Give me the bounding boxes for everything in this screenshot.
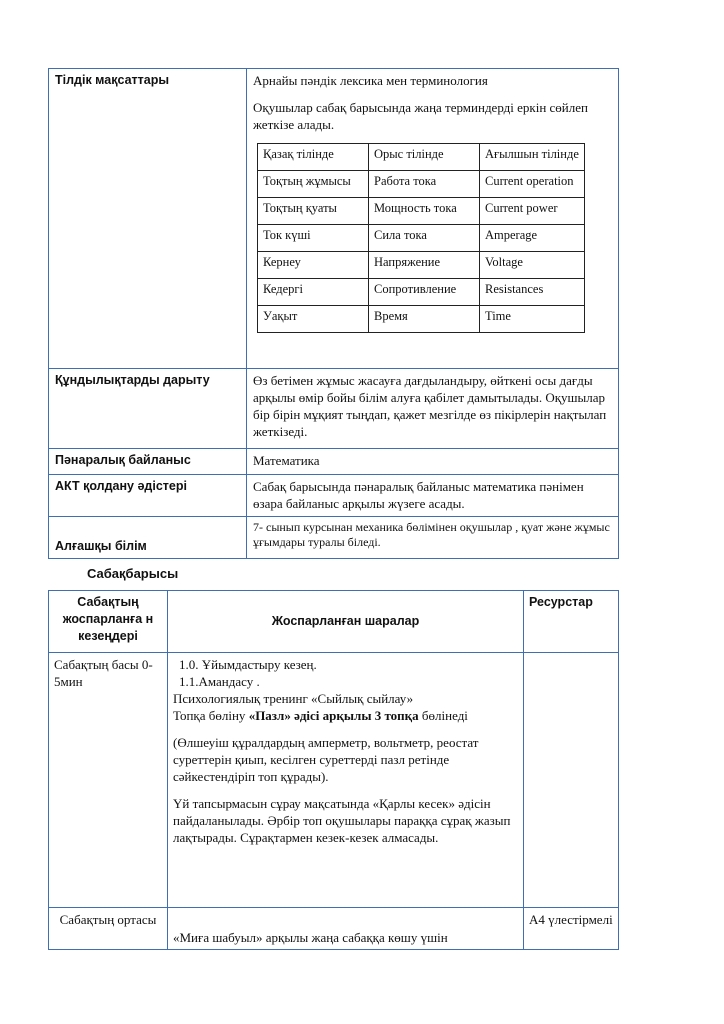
language-goals-cell bbox=[247, 69, 619, 369]
term-cell: Уақыт bbox=[258, 306, 369, 333]
ict-label: АКТ қолдану әдістері bbox=[49, 475, 247, 517]
term-cell: Voltage bbox=[480, 252, 585, 279]
term-cell: Сила тока bbox=[369, 225, 480, 252]
terms-header-russian: Орыс тілінде bbox=[369, 144, 480, 171]
start-para3: Үй тапсырмасын сұрау мақсатында «Қарлы кесек» әдісін пайдаланылады. Әрбір топ оқушылары параққа сұрақ жазып лақтырады. Сұрақтармен кезек-кезек алмасады. bbox=[173, 796, 511, 845]
interdisciplinary-label: Пәнаралық байланыс bbox=[49, 449, 247, 475]
term-cell: Current operation bbox=[480, 171, 585, 198]
start-line2: 1.1.Амандасу . bbox=[179, 674, 260, 689]
language-goals-line1: Арнайы пәндік лексика мен терминология bbox=[253, 73, 488, 88]
ict-text: Сабақ барысында пәнаралық байланыс математика пәнімен өзара байланыс арқылы жүзеге асады. bbox=[247, 475, 619, 517]
values-text: Өз бетімен жұмыс жасауға дағдыландыру, өйткені осы дағды арқылы өмір бойы білім алуға қабілет дамытылады. Оқушылар бір бірін мұқият тыңдап, қажет мезгілде өз пікірлерін нақтылап жеткізеді. bbox=[247, 369, 619, 449]
start-line1: 1.0. Ұйымдастыру кезең. bbox=[179, 657, 317, 672]
middle-resource: А4 үлестірмелі bbox=[524, 908, 619, 950]
term-cell: Напряжение bbox=[369, 252, 480, 279]
lesson-caption: Сабақбарысы bbox=[87, 566, 179, 581]
term-cell: Ток күші bbox=[258, 225, 369, 252]
term-cell: Сопротивление bbox=[369, 279, 480, 306]
stages-header: Сабақтың жоспарланға н кезеңдері bbox=[49, 591, 168, 653]
prior-knowledge-text: 7- сынып курсынан механика бөлімінен оқушылар , қуат және жұмыс ұғымдары туралы біледі. bbox=[247, 517, 619, 559]
values-label: Құндылықтарды дарыту bbox=[49, 369, 247, 449]
start-stage: Сабақтың басы 0-5мин bbox=[49, 653, 168, 908]
start-line4-suffix: бөлінеді bbox=[418, 708, 468, 723]
terms-header-english: Ағылшын тілінде bbox=[480, 144, 585, 171]
lesson-plan-table bbox=[48, 590, 619, 950]
objectives-table bbox=[48, 68, 619, 559]
term-cell: Мощность тока bbox=[369, 198, 480, 225]
language-goals-line2: Оқушылар сабақ барысында жаңа терминдерді еркін сөйлеп жеткізе алады. bbox=[253, 100, 588, 132]
term-cell: Resistances bbox=[480, 279, 585, 306]
activities-header: Жоспарланған шаралар bbox=[168, 591, 524, 653]
resources-header: Ресурстар bbox=[524, 591, 619, 653]
middle-activities: «Миға шабуыл» арқылы жаңа сабаққа көшу үшін bbox=[168, 908, 524, 950]
start-resource bbox=[524, 653, 619, 908]
start-line4 bbox=[173, 707, 518, 724]
term-cell: Кернеу bbox=[258, 252, 369, 279]
term-cell: Time bbox=[480, 306, 585, 333]
prior-knowledge-label: Алғашқы білім bbox=[49, 517, 247, 559]
term-cell: Кедергі bbox=[258, 279, 369, 306]
term-cell: Работа тока bbox=[369, 171, 480, 198]
start-line4-bold: «Пазл» әдісі арқылы 3 топқа bbox=[248, 708, 419, 723]
start-line4-prefix: Топқа бөліну bbox=[173, 708, 249, 723]
term-cell: Current power bbox=[480, 198, 585, 225]
term-cell: Тоқтың қуаты bbox=[258, 198, 369, 225]
start-line3: Психологиялық тренинг «Сыйлық сыйлау» bbox=[173, 691, 414, 706]
term-cell: Время bbox=[369, 306, 480, 333]
language-goals-label: Тілдік мақсаттары bbox=[49, 69, 247, 369]
start-activities bbox=[168, 653, 524, 908]
terms-header-kazakh: Қазақ тілінде bbox=[258, 144, 369, 171]
term-cell: Amperage bbox=[480, 225, 585, 252]
interdisciplinary-text: Математика bbox=[247, 449, 619, 475]
terms-table bbox=[257, 143, 585, 333]
start-para2: (Өлшеуіш құралдардың амперметр, вольтметр, реостат суреттерін қиып, кесілген суреттерді пазл ретінде сәйкестендіріп топ құрады). bbox=[173, 735, 479, 784]
term-cell: Тоқтың жұмысы bbox=[258, 171, 369, 198]
middle-stage: Сабақтың ортасы bbox=[49, 908, 168, 950]
